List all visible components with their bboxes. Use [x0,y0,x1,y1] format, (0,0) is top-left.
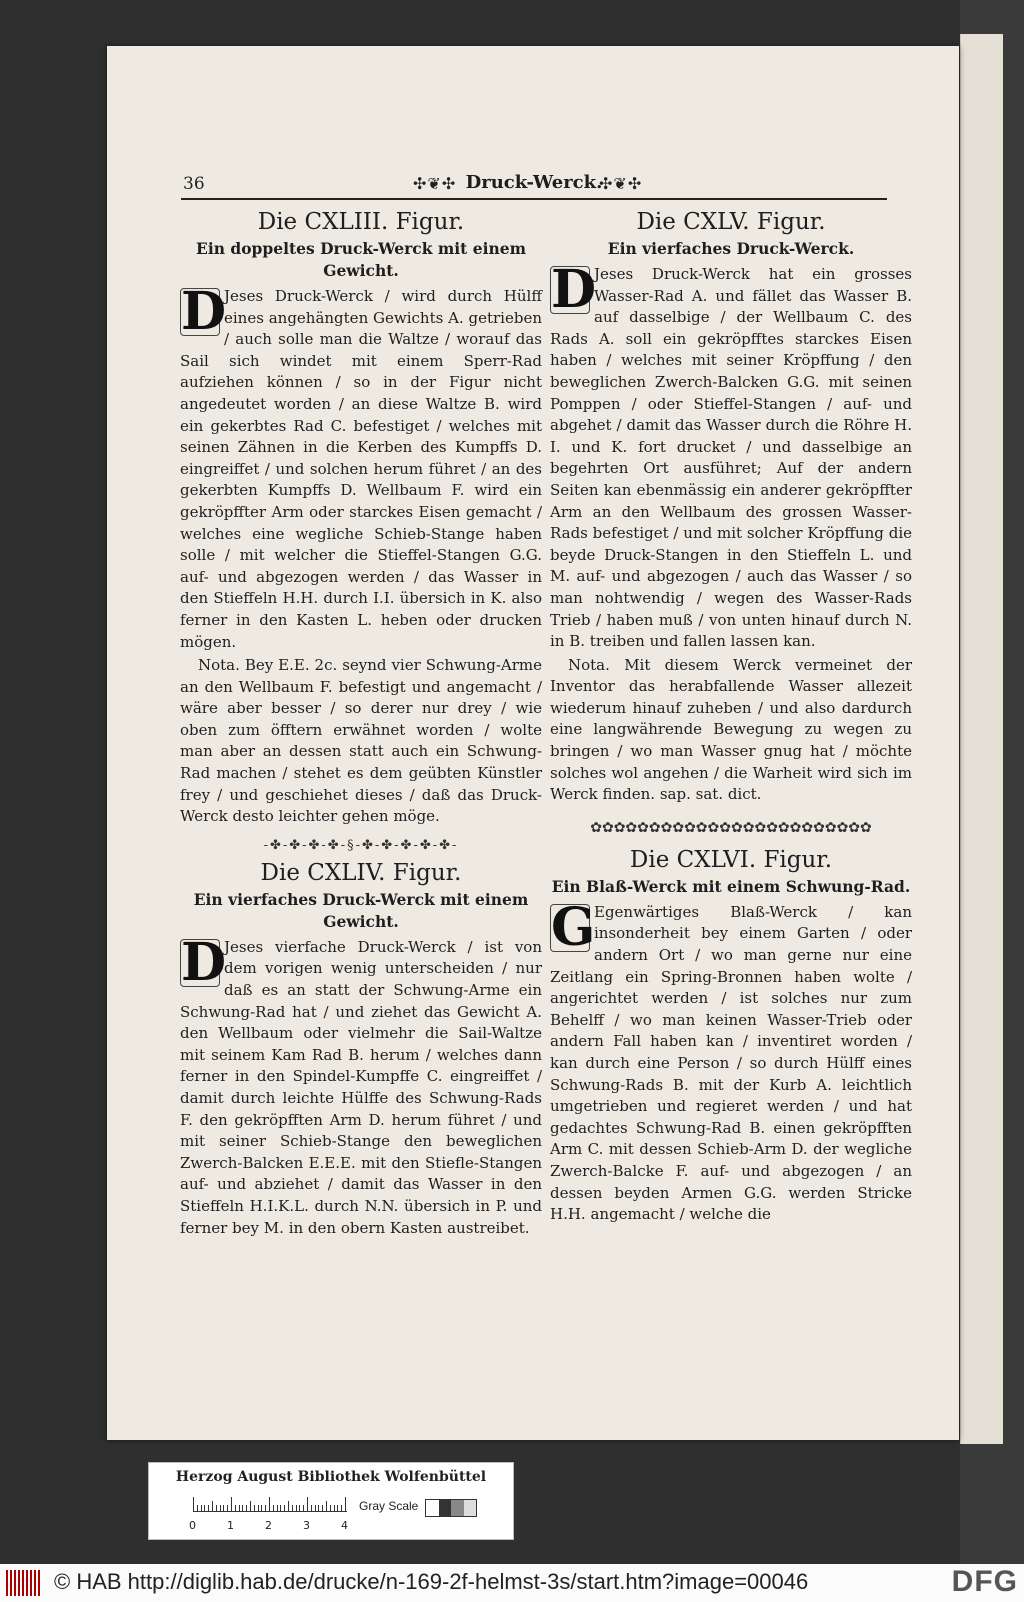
section-body [550,259,912,653]
ruler-tick [216,1505,217,1511]
ruler-tick [330,1505,331,1511]
ruler-tick [311,1505,312,1511]
gray-swatch [439,1500,452,1516]
ruler-tick [193,1497,194,1511]
section-body [180,281,542,653]
ruler-tick [204,1505,205,1511]
ruler-tick [250,1501,251,1511]
ruler-tick [201,1505,202,1511]
section-body-text: Jeses Druck-Werck / wird durch Hülff eines angehängten Gewichts A. getrieben / auch solle man die Waltze / worauf das Sail sich windet mit einem Sperr-Rad aufziehen können / so in der Figur nicht angedeutet worden / an diese Waltze B. wird ein gekerbtes Rad C. befestiget / welches mit seinen Zähnen in die Kerben des Kumpffs D. eingreiffet / und solchen herum führet / an des gekerbten Kumpffs D. Wellbaum F. wird ein gekröpffter Arm oder starckes Eisen gemacht / welches eine wegliche Schieb-Stange haben solle / mit welcher die Stieffel-Stangen G.G. auf- und abgezogen werden / das Wasser in den Stieffeln H.H. durch I.I. übersich in K. also ferner in den Kasten L. heben oder drucken mögen. [180,287,542,651]
section-note: Nota. Bey E.E. 2c. seynd vier Schwung-Arme an den Wellbaum F. befestigt und angemacht / wäre aber besser / so derer nur drey / wie oben zum öfftern erwähnet worden / wolte man aber an dessen statt auch ein Schwung-Rad machen / stehet es dem geübten Künstler frey / und geschiehet dieses / daß das Druck-Werck desto leichter gehen möge. [180,656,542,826]
gray-swatch [451,1500,464,1516]
ruler-tick [296,1505,297,1511]
ruler-tick [280,1505,281,1511]
drop-cap-initial: D [551,259,597,320]
page-number: 36 [183,174,205,194]
section-subtitle: Ein vierfaches Druck-Werck mit einem Gewicht. [193,889,529,931]
section-body-text: Jeses vierfache Druck-Werck / ist von dem vorigen wenig unterscheiden / nur daß es an statt der Schwung-Arme ein Schwung-Rad hat / und ziehet das Gewicht A. den Wellbaum oder vielmehr die Sail-Waltze mit seinem Kam Rad B. herum / welches dann ferner in den Spindel-Kumpffe C. eingreiffet / damit durch leichte Hülffe des Schwung-Rads F. den gekröpfften Arm D. herum führet / und mit seiner Schieb-Stange den beweglichen Zwerch-Balcken E.E.E. mit den Stiefle-Stangen auf- und abziehet / damit das Wasser in den Stieffeln H.I.K.L. durch N.N. übersich in P. und ferner bey M. in den obern Kasten austreibet. [180,937,542,1237]
ruler-tick [197,1505,198,1511]
drop-cap-initial: G [551,896,596,958]
ruler-tick [273,1505,274,1511]
section-subtitle: Ein doppeltes Druck-Werck mit einem Gewicht. [196,239,526,280]
page-header [181,170,887,200]
facing-page-edge [960,34,1003,1444]
right-column [550,206,912,1226]
ruler-tick [258,1505,259,1511]
drop-cap-initial: D [181,281,227,342]
ruler-tick [246,1505,247,1511]
ruler-tick [227,1505,228,1511]
ruler-tick [303,1505,304,1511]
ruler-tick [341,1505,342,1511]
ruler-tick [220,1505,221,1511]
ruler-tick [261,1505,262,1511]
ruler-tick [318,1505,319,1511]
section-title: Die CXLVI. Figur. [629,846,833,873]
header-ornament-right-icon: ✣❦✣ [599,174,643,193]
ruler [193,1497,347,1512]
footer-bar [0,1564,1024,1602]
section-body [550,896,912,1226]
ruler-tick [242,1505,243,1511]
ruler-tick [307,1497,308,1511]
ruler-tick [269,1497,270,1511]
section-title: Die CXLIV. Figur. [260,859,462,886]
ruler-number: 0 [189,1519,196,1532]
gray-scale-label: Gray Scale [359,1499,419,1513]
header-ornament-left-icon: ✣❦✣ [413,174,457,193]
section-subtitle: Ein vierfaches Druck-Werck. [607,239,855,258]
gray-swatch [426,1500,439,1516]
running-head: Druck-Werck. [465,172,603,193]
ruler-tick [212,1501,213,1511]
section-body-text: Egenwärtiges Blaß-Werck / kan insonderheit bey einem Garten / oder andern Ort / wo man gerne nur eine Zeitlang ein Spring-Bronnen haben wolte / angerichtet werden / ist solches nur zum Behelff / wo man keinen Wasser-Trieb oder andern Fall haben kan / inventiret worden / kan durch eine Person / so durch Hülff eines Schwung-Rads B. mit der Kurb A. leichtlich umgetrieben und regieret werden / und hat gedachtes Schwung-Rad B. einen gekröpfften Arm C. mit dessen Schieb-Arm D. der wegliche Zwerch-Balcke F. auf- und abgezogen / an dessen beyden Armen G.G. werden Stricke H.H. angemacht / welche die [550,902,912,1224]
ruler-tick [277,1505,278,1511]
ruler-tick [265,1505,266,1511]
ruler-tick [345,1497,346,1511]
dfg-logo: DFG [951,1565,1018,1598]
left-column [180,206,542,1239]
ruler-number: 1 [227,1519,234,1532]
section-body [180,931,542,1239]
ruler-tick [235,1505,236,1511]
ruler-tick [254,1505,255,1511]
book-page [107,46,959,1440]
ruler-tick [223,1505,224,1511]
library-name: Herzog August Bibliothek Wolfenbüttel [175,1469,487,1485]
ruler-tick [326,1501,327,1511]
ruler-tick [315,1505,316,1511]
ruler-tick [334,1505,335,1511]
section-note: Nota. Mit diesem Werck vermeinet der Inventor das herabfallende Wasser allezeit wiederum hinauf zuheben / und also dardurch eine langwährende Bewegung zu wegen zu bringen / wo man Wasser gnug hat / möchte solches wol angehen / die Warheit wird sich im Werck finden. sap. sat. dict. [550,655,912,804]
footer-copyright-link[interactable]: © HAB http://diglib.hab.de/drucke/n-169-2f-helmst-3s/start.htm?image=00046 [54,1569,809,1594]
ruler-tick [299,1505,300,1511]
ruler-tick [284,1505,285,1511]
ruler-tick [322,1505,323,1511]
drop-cap-initial: D [181,931,227,993]
barcode-icon [6,1570,42,1596]
ruler-number: 3 [303,1519,310,1532]
gray-swatch [464,1500,477,1516]
section-divider: -✤-✤-✤-✤-§-✤-✤-✤-✤-✤- [263,837,459,853]
ruler-tick [292,1505,293,1511]
ruler-tick [208,1505,209,1511]
section-divider: ✿✿✿✿✿✿✿✿✿✿✿✿✿✿✿✿✿✿✿✿✿✿✿✿ [590,819,872,836]
ruler-tick [337,1505,338,1511]
ruler-number: 4 [341,1519,348,1532]
ruler-tick [231,1497,232,1511]
section-body-text: Jeses Druck-Werck hat ein grosses Wasser-Rad A. und fället das Wasser B. auf dasselbige / der Wellbaum C. des Rads A. soll ein gekröpfftes starckes Eisen haben / welches mit seiner Kröpffung / den beweglichen Zwerch-Balcken G.G. mit seinen Pomppen / oder Stieffel-Stangen / auf- und abgehet / damit das Wasser durch die Röhre H. I. und K. fort drucket / und dasselbige an begehrten Ort ausführet; Auf der andern Seiten kan ebenmässig ein anderer gekröpffter Arm an den Wellbaum des grossen Wasser-Rads befestiget / und mit solcher Kröpffung die beyde Druck-Stangen in den Stieffeln L. und M. auf- und abgezogen / auch das Wasser / so man nohtwendig / wegen des Wasser-Rads Trieb / haben muß / von unten hinauf durch N. in B. treiben und fallen lassen kan. [550,265,912,651]
section-title: Die CXLV. Figur. [636,209,826,235]
section-title: Die CXLIII. Figur. [257,209,465,235]
color-scale-card [148,1462,514,1540]
ruler-number: 2 [265,1519,272,1532]
ruler-tick [288,1501,289,1511]
ruler-tick [239,1505,240,1511]
gray-scale-swatches [425,1499,477,1517]
section-subtitle: Ein Blaß-Werck mit einem Schwung-Rad. [551,876,911,896]
